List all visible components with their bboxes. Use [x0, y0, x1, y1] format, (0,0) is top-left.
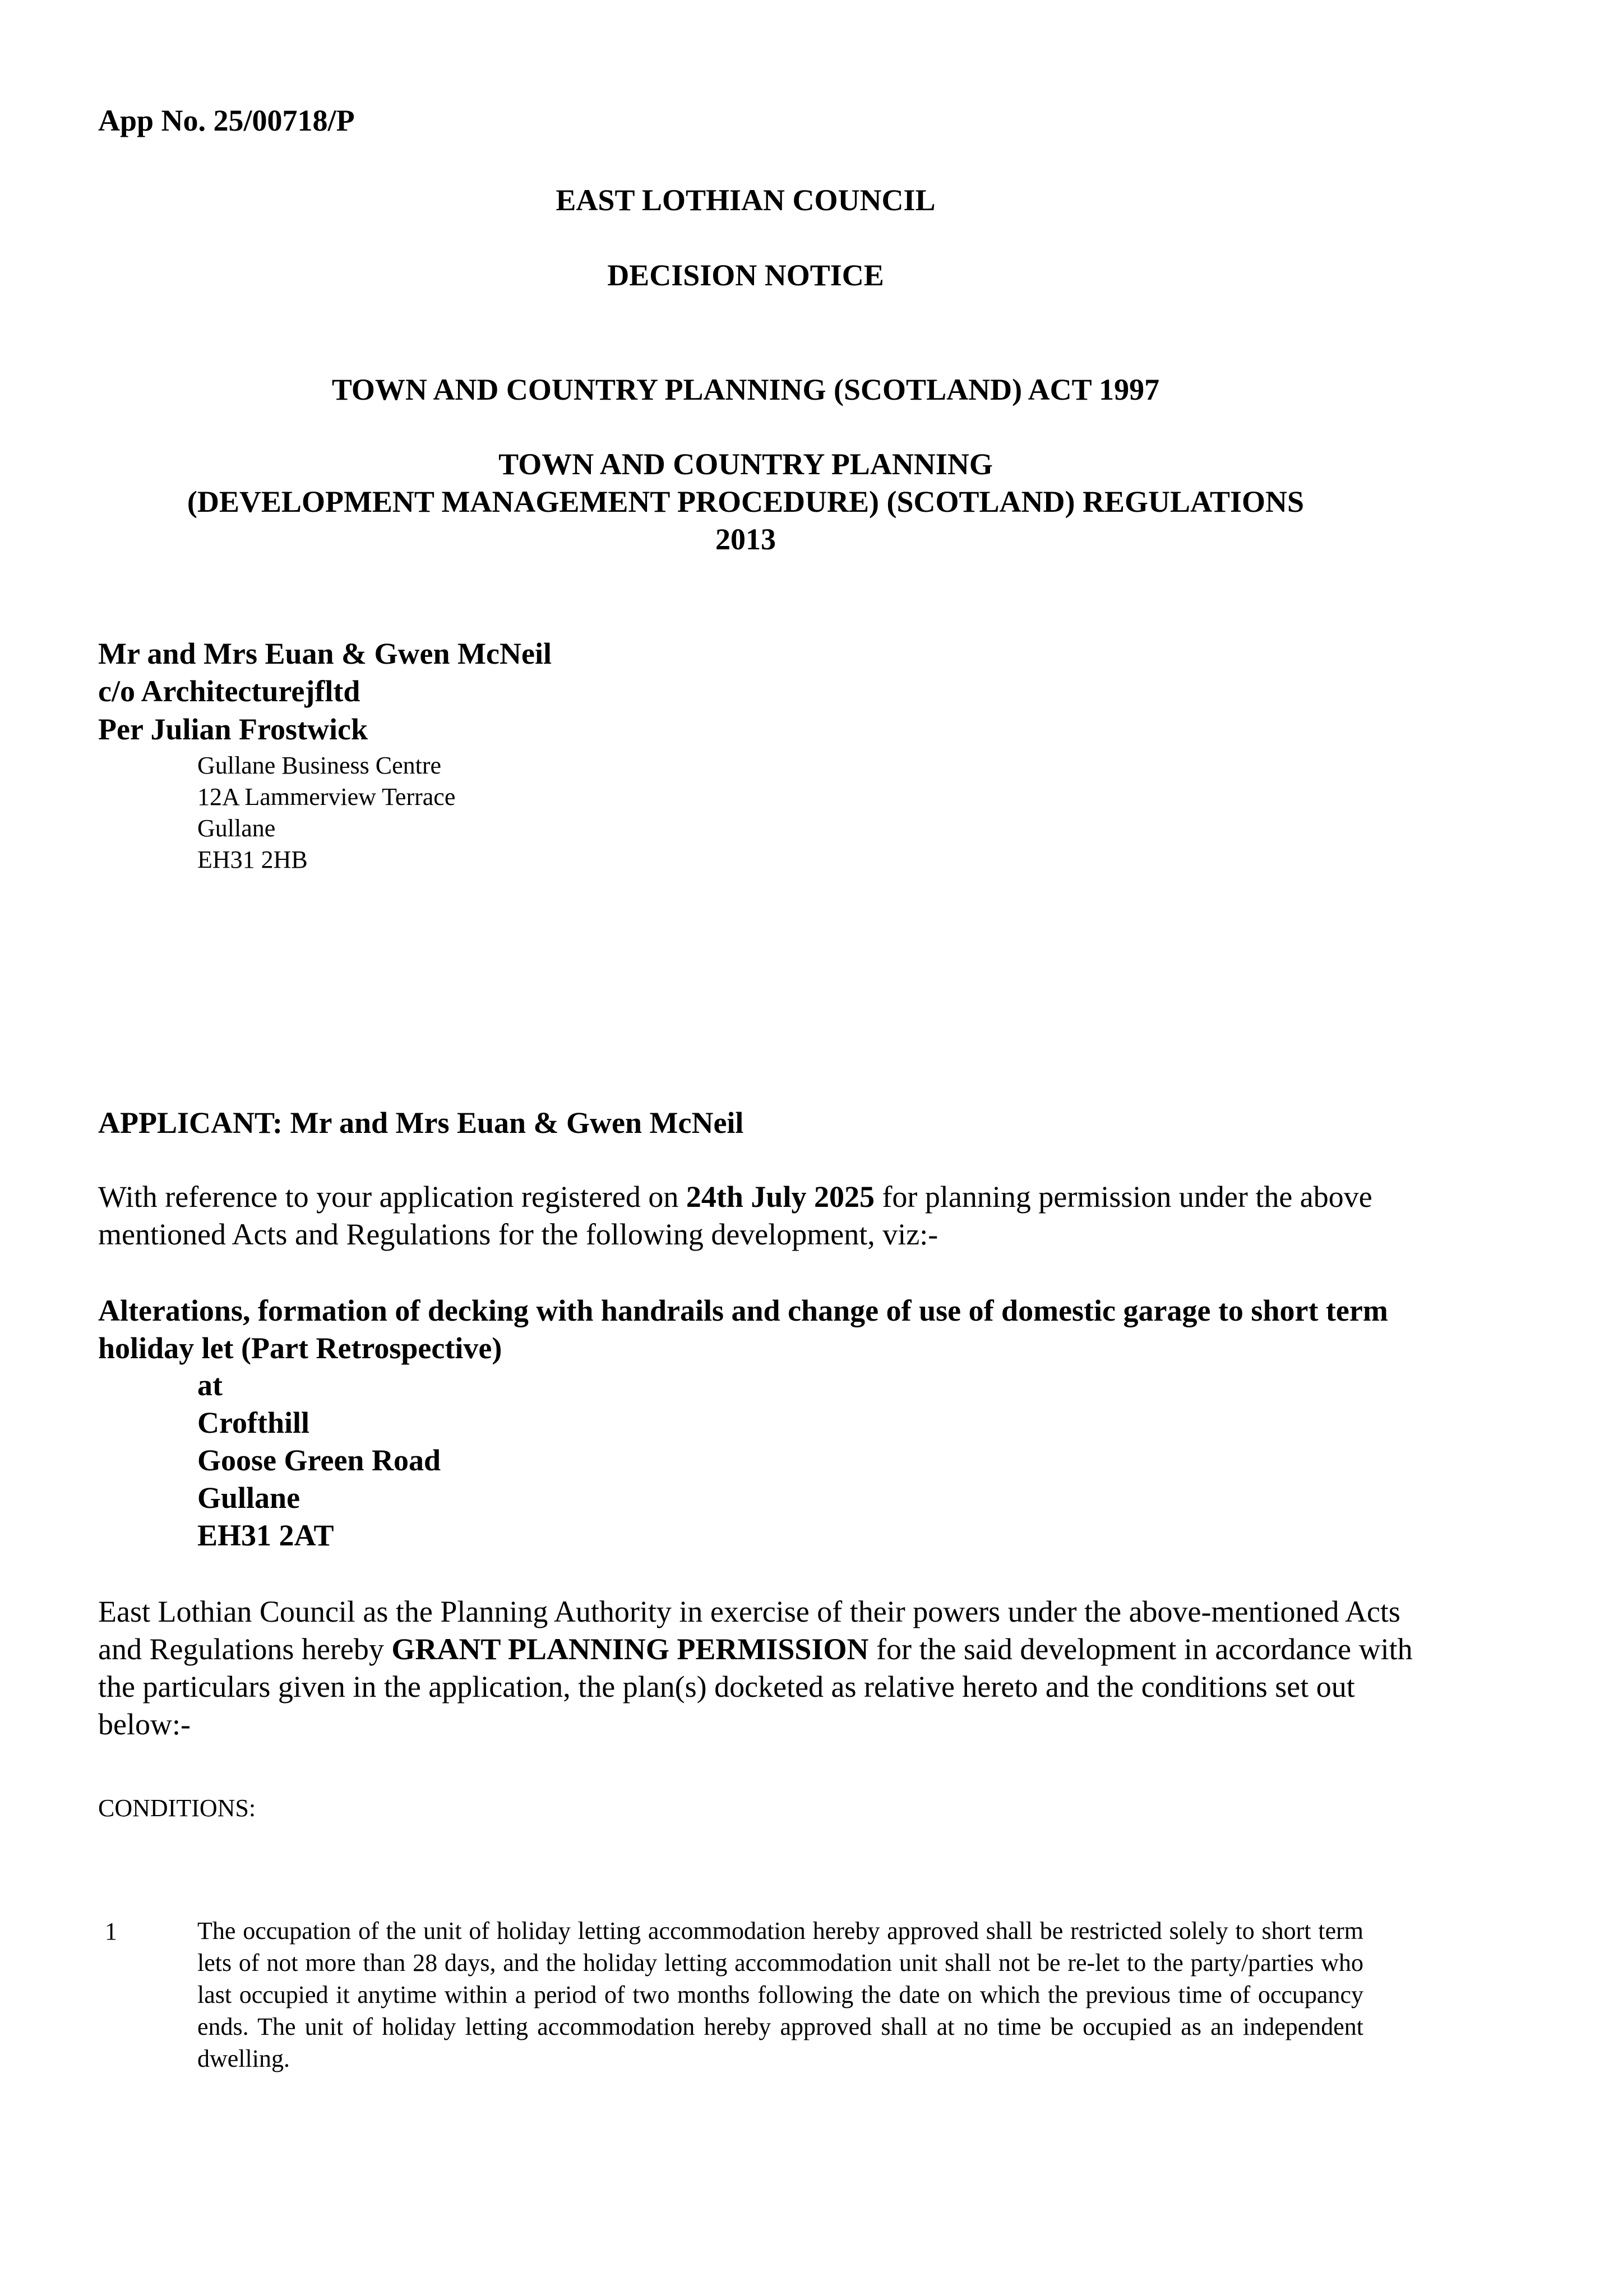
- decision-text-after: for the said development in accordance with the particulars given in the application, the plan(s) docketed as relative hereto and the conditions set out below:-: [98, 1632, 1413, 1741]
- condition-number: 1: [105, 1918, 117, 1945]
- address-line: Gullane: [197, 814, 276, 842]
- conditions-heading: CONDITIONS:: [98, 1794, 256, 1822]
- applicant-name: Mr and Mrs Euan & Gwen McNeil: [290, 1106, 744, 1140]
- address-line: Gullane Business Centre: [197, 752, 442, 779]
- site-line: at: [197, 1368, 223, 1402]
- address-line: EH31 2HB: [197, 846, 308, 873]
- application-number: App No. 25/00718/P: [98, 104, 355, 137]
- reference-text-before: With reference to your application registered on: [98, 1180, 686, 1214]
- development-description: Alterations, formation of decking with handrails and change of use of domestic garage to short term holiday let (Part Retrospective): [98, 1294, 1388, 1365]
- condition-text: The occupation of the unit of holiday letting accommodation hereby approved shall be restricted solely to short term lets of not more than 28 days, and the holiday letting accommodation unit shall not be re-let to the party/parties who last occupied it anytime within a period of two months following the date on which the previous time of occupancy ends. The unit of holiday letting accommodation hereby approved shall at no time be occupied as an independent dwelling.: [197, 1917, 1363, 2072]
- act-title: TOWN AND COUNTRY PLANNING (SCOTLAND) ACT 1997: [331, 373, 1160, 406]
- decision-paragraph: [98, 1593, 1432, 1743]
- recipient-care-of: c/o Architecturejfltd: [98, 674, 360, 708]
- reference-paragraph: [98, 1178, 1432, 1253]
- reference-text-after: for planning permission under the above mentioned Acts and Regulations for the following development, viz:-: [98, 1180, 1372, 1251]
- regulations-title-line-1: TOWN AND COUNTRY PLANNING: [498, 447, 993, 481]
- applicant-label: APPLICANT:: [98, 1106, 283, 1140]
- site-line: Crofthill: [197, 1406, 309, 1439]
- site-line: Goose Green Road: [197, 1443, 441, 1477]
- regulations-title-line-3: 2013: [715, 522, 776, 556]
- site-line: Gullane: [197, 1481, 300, 1515]
- notice-title: DECISION NOTICE: [607, 258, 884, 292]
- recipient-name: Mr and Mrs Euan & Gwen McNeil: [98, 637, 552, 670]
- recipient-per: Per Julian Frostwick: [98, 712, 368, 746]
- address-line: 12A Lammerview Terrace: [197, 783, 456, 811]
- decision-outcome: GRANT PLANNING PERMISSION: [391, 1632, 869, 1666]
- site-line: EH31 2AT: [197, 1519, 334, 1552]
- registration-date: 24th July 2025: [686, 1180, 875, 1214]
- applicant-line: [98, 1105, 743, 1140]
- council-name: EAST LOTHIAN COUNCIL: [556, 183, 936, 217]
- regulations-title-line-2: (DEVELOPMENT MANAGEMENT PROCEDURE) (SCOTLAND) REGULATIONS: [187, 485, 1305, 519]
- decision-text-before: East Lothian Council as the Planning Authority in exercise of their powers under the above-mentioned Acts and Regulations hereby: [98, 1595, 1400, 1666]
